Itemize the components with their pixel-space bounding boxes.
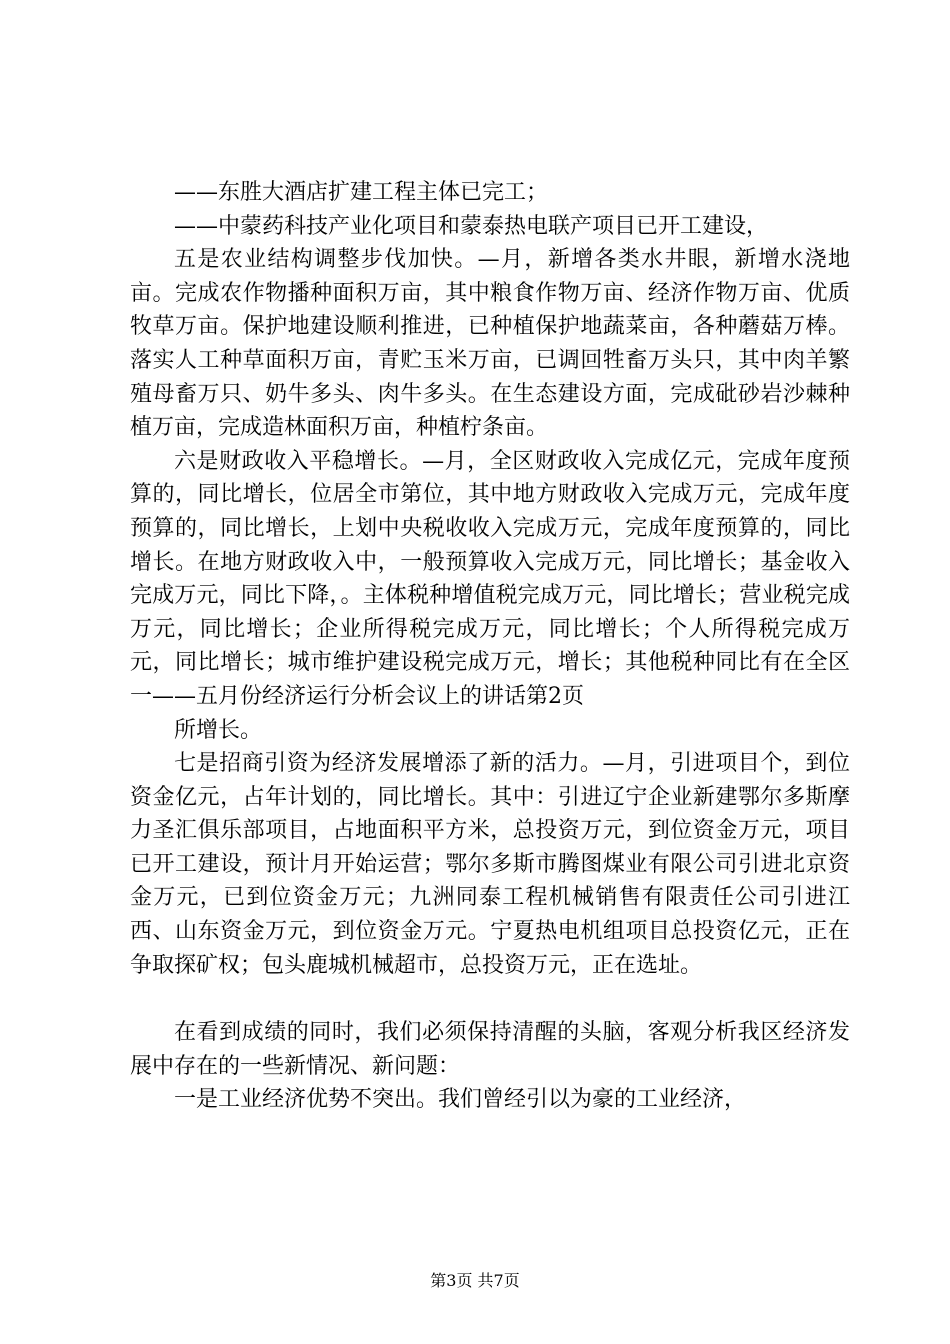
paragraph-industry-issue: 一是工业经济优势不突出。我们曾经引以为豪的工业经济， — [174, 1087, 747, 1113]
paragraph-hotel-project: ——东胜大酒店扩建工程主体已完工； — [174, 180, 549, 205]
paragraph-finance-continued: 所增长。 — [174, 717, 263, 743]
paragraph-investment: 七是招商引资为经济发展增添了新的活力。—月，引进项目个，到位资金亿元，占年计划的，同比增长。其中：引进辽宁企业新建鄂尔多斯摩力圣汇俱乐部项目，占地面积平方米，总投资万元，到位资金万元，项目已开工建设，预计月开始运营；鄂尔多斯市腾图煤业有限公司引进北京资金万元，已到位资金万元；九洲同泰工程机械销售有限责任公司引进江西、山东资金万元，到位资金万元。宁夏热电机组项目总投资亿元，正在争取探矿权；包头鹿城机械超市，总投资万元，正在选址。 — [130, 751, 850, 978]
page-footer: 第3页 共7页 — [430, 1271, 520, 1290]
paragraph-problems-intro: 在看到成绩的同时，我们必须保持清醒的头脑，客观分析我区经济发展中存在的一些新情况、新问题： — [130, 1020, 850, 1079]
paragraph-agriculture: 五是农业结构调整步伐加快。—月，新增各类水井眼，新增水浇地亩。完成农作物播种面积万亩，其中粮食作物万亩、经济作物万亩、优质牧草万亩。保护地建设顺利推进，已种植保护地蔬菜亩，各种蘑菇万棒。落实人工种草面积万亩，青贮玉米万亩，已调回牲畜万头只，其中肉羊繁殖母畜万只、奶牛多头、肉牛多头。在生态建设方面，完成砒砂岩沙棘种植万亩，完成造林面积万亩，种植柠条亩。 — [130, 247, 850, 441]
document-body — [130, 176, 850, 1117]
paragraph-finance: 六是财政收入平稳增长。—月，全区财政收入完成亿元，完成年度预算的，同比增长，位居全市第位，其中地方财政收入完成万元，完成年度预算的，同比增长，上划中央税收收入完成万元，完成年度预算的，同比增长。在地方财政收入中，一般预算收入完成万元，同比增长；基金收入完成万元，同比下降，。主体税种增值税完成万元，同比增长；营业税完成万元，同比增长；企业所得税完成万元，同比增长；个人所得税完成万元，同比增长；城市维护建设税完成万元，增长；其他税种同比有在全区一——五月份经济运行分析会议上的讲话第2页 — [130, 448, 850, 709]
paragraph-mongolian-medicine-project: ——中蒙药科技产业化项目和蒙泰热电联产项目已开工建设， — [174, 213, 769, 239]
